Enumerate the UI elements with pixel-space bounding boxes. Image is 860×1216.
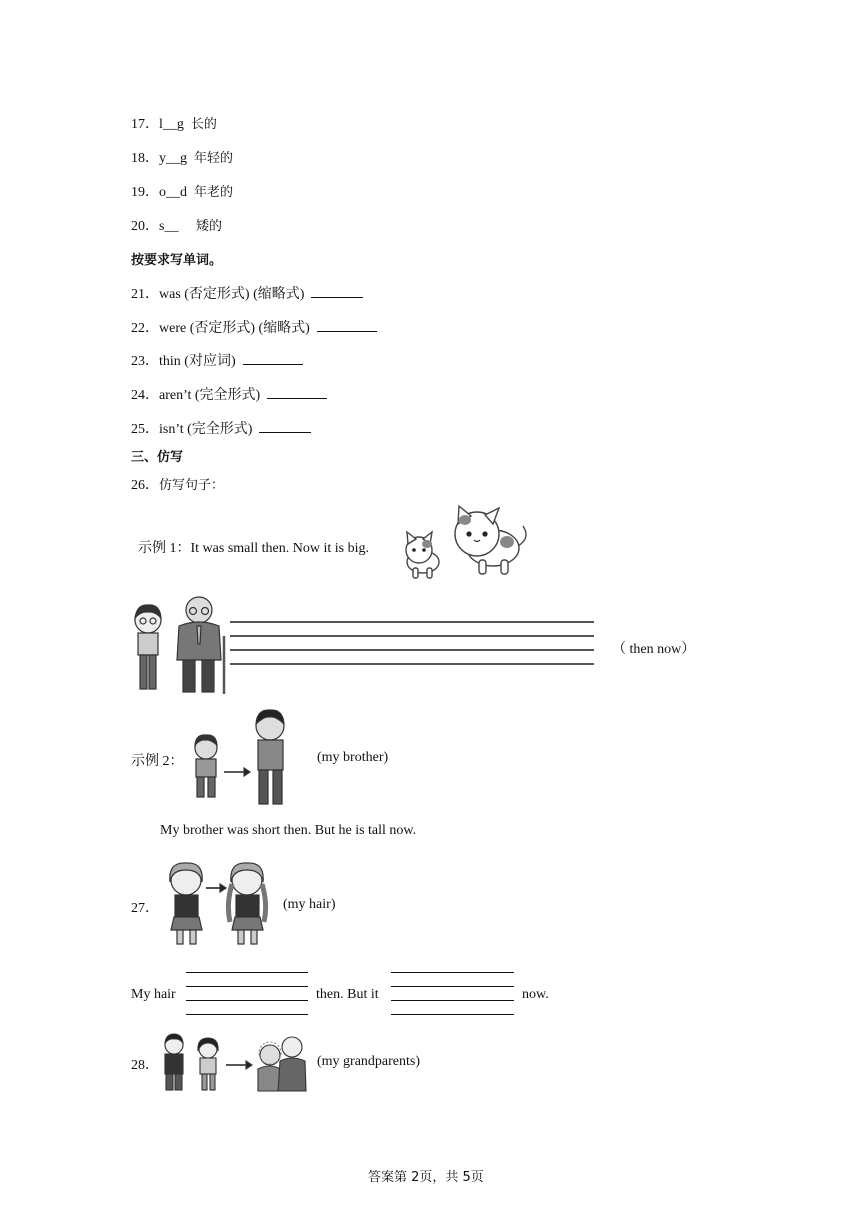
item-number: 19．	[131, 185, 159, 200]
item-number: 23．	[131, 354, 159, 369]
item-word: s__	[159, 219, 179, 234]
item-number: 17．	[131, 117, 159, 132]
item-20	[131, 215, 222, 235]
example-2-hint: (my brother)	[317, 750, 389, 765]
item-18	[131, 147, 233, 167]
item-28-hint: (my grandparents)	[317, 1054, 421, 1069]
item-word: l__g	[159, 117, 184, 132]
item-text: isn’t (完全形式)	[159, 422, 253, 437]
section-heading-imitate: 三、仿写	[131, 450, 184, 465]
writing-line[interactable]	[230, 635, 594, 637]
item-23	[131, 350, 303, 370]
item-27-sentence-end: now.	[522, 987, 549, 1002]
answer-line[interactable]	[186, 986, 308, 987]
item-number: 22．	[131, 321, 159, 336]
answer-blank[interactable]	[311, 283, 363, 298]
answer-line[interactable]	[391, 1014, 514, 1015]
item-text: aren’t (完全形式)	[159, 388, 261, 403]
item-26	[131, 474, 224, 494]
answer-line[interactable]	[186, 1000, 308, 1001]
answer-line[interactable]	[186, 972, 308, 973]
item-number: 20．	[131, 219, 159, 234]
item-19	[131, 181, 233, 201]
hint-then-now: （ then now）	[612, 642, 696, 657]
item-number: 21．	[131, 287, 159, 302]
section-heading-write: 按要求写单词。	[131, 253, 223, 268]
item-number: 24．	[131, 388, 159, 403]
answer-line[interactable]	[391, 1000, 514, 1001]
writing-line[interactable]	[230, 649, 594, 651]
item-text: was (否定形式) (缩略式)	[159, 287, 305, 302]
item-24	[131, 384, 327, 404]
item-text: thin (对应词)	[159, 354, 236, 369]
item-meaning: 长的	[190, 117, 217, 132]
cats-picture	[395, 502, 535, 582]
item-word: y__g	[159, 151, 187, 166]
item-meaning: 年老的	[194, 185, 234, 200]
item-27-sentence-middle: then. But it	[316, 987, 379, 1002]
example-2-label: 示例 2：	[131, 754, 184, 769]
item-25	[131, 418, 311, 438]
writing-line[interactable]	[230, 663, 594, 665]
example-1-sentence: 示例 1：It was small then. Now it is big.	[138, 541, 369, 556]
answer-blank[interactable]	[259, 418, 311, 433]
page-footer: 答案第 2页，共 5页	[368, 1170, 484, 1185]
answer-blank[interactable]	[317, 317, 377, 332]
item-28-number: 28．	[131, 1058, 159, 1073]
answer-blank[interactable]	[243, 350, 303, 365]
item-number: 25．	[131, 422, 159, 437]
item-text: 仿写句子：	[159, 478, 225, 493]
item-22	[131, 317, 377, 337]
girl-hair-picture	[162, 858, 277, 948]
answer-line[interactable]	[186, 1014, 308, 1015]
item-meaning: 矮的	[195, 219, 222, 234]
brother-growth-picture	[182, 700, 297, 810]
boy-and-grandpa-picture	[129, 596, 229, 696]
grandparents-picture	[160, 1031, 308, 1093]
item-word: o__d	[159, 185, 187, 200]
item-21	[131, 283, 363, 303]
item-text: were (否定形式) (缩略式)	[159, 321, 310, 336]
item-17	[131, 113, 217, 133]
item-meaning: 年轻的	[194, 151, 234, 166]
item-27-hint: (my hair)	[283, 897, 336, 912]
item-number: 26．	[131, 478, 159, 493]
writing-line[interactable]	[230, 621, 594, 623]
answer-line[interactable]	[391, 972, 514, 973]
answer-blank[interactable]	[267, 384, 327, 399]
example-2-sentence: My brother was short then. But he is tall now.	[160, 823, 417, 838]
item-27-sentence-start: My hair	[131, 987, 176, 1002]
item-27-number: 27．	[131, 901, 159, 916]
item-number: 18．	[131, 151, 159, 166]
answer-line[interactable]	[391, 986, 514, 987]
